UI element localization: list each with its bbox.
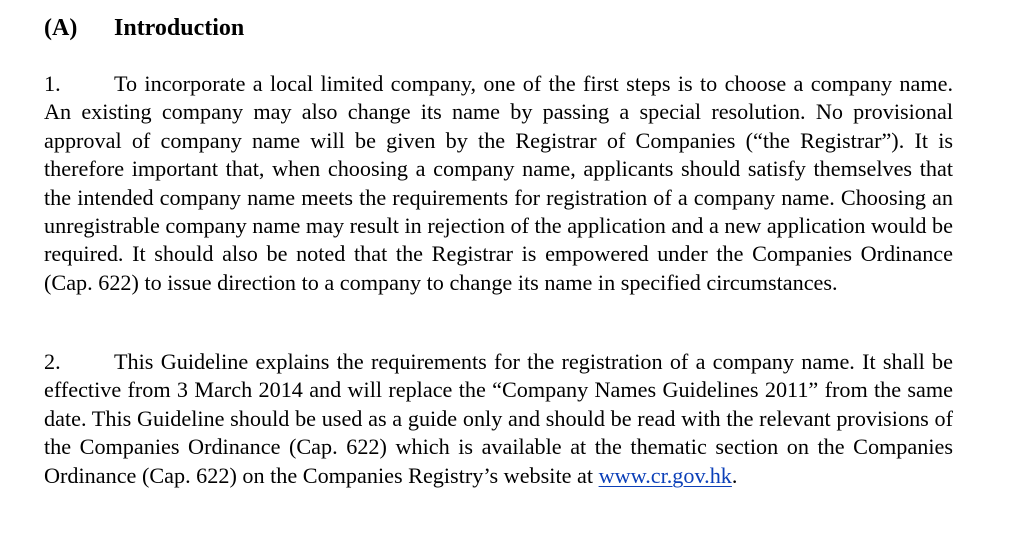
paragraph-number: 1.: [44, 71, 61, 96]
section-number: (A): [44, 15, 78, 41]
paragraph-text: To incorporate a local limited company, one of the first steps is to choose a company name. An existing company may also change its name by passing a special resolution. No provisional approval of company name will be given by the Registrar of Companies (“the Registrar”). It is therefore important that, when choosing a company name, applicants should satisfy themselves that the intended company name meets the requirements for registration of a company name. Choosing an unregistrable company name may result in rejection of the application and a new application would be required. It should also be noted that the Registrar is empowered under the Companies Ordinance (Cap. 622) to issue direction to a company to change its name in specified circumstances.: [44, 71, 953, 295]
paragraph-1: [44, 70, 953, 297]
section-heading: [44, 14, 244, 42]
paragraph-text: This Guideline explains the requirements for the registration of a company name. It shall be effective from 3 March 2014 and will replace the “Company Names Guidelines 2011” from the same date. This Guideline should be used as a guide only and should be read with the relevant provisions of the Companies Ordinance (Cap. 622) which is available at the thematic section on the Companies Ordinance (Cap. 622) on the Companies Registry’s website at: [44, 349, 953, 488]
paragraph-2: [44, 348, 953, 490]
section-title: Introduction: [114, 15, 245, 41]
paragraph-number: 2.: [44, 349, 61, 374]
paragraph-trailing: .: [731, 462, 738, 488]
website-link[interactable]: www.cr.gov.hk: [598, 462, 732, 488]
